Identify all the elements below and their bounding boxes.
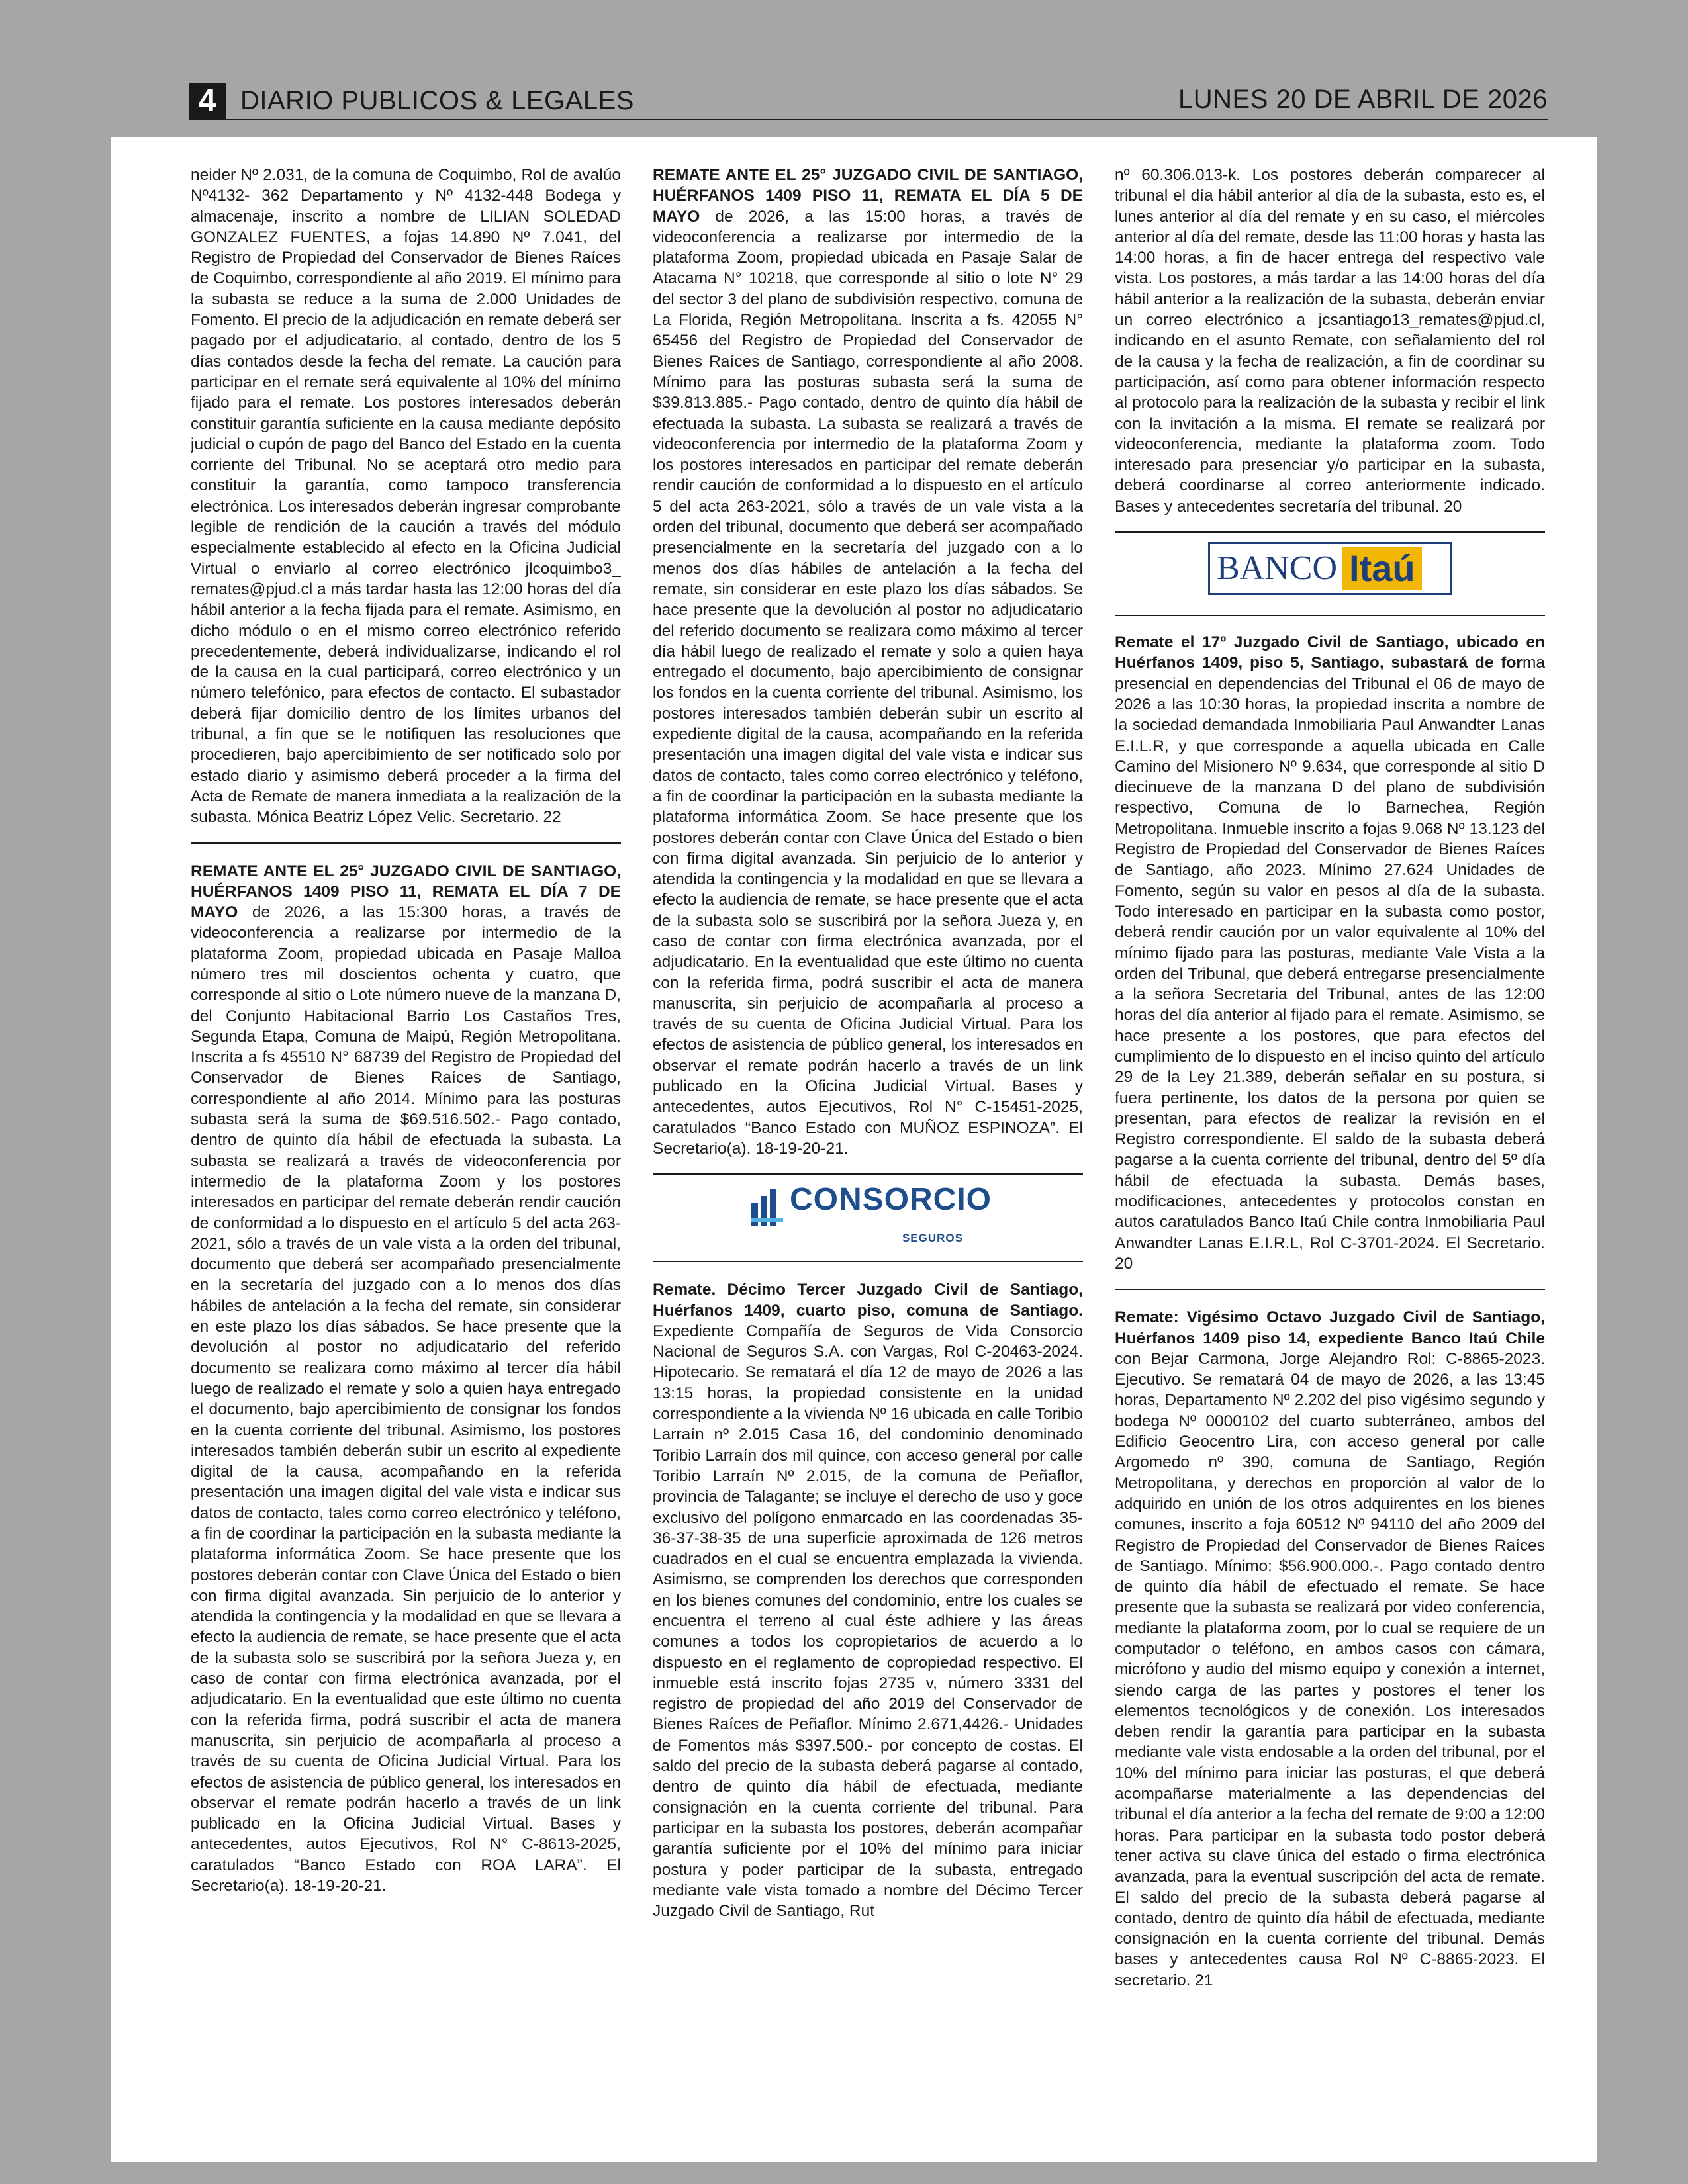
notice-text: ma presencial en dependencias del Tribunal el 06 de mayo de 2026 a las 10:30 horas, la propiedad inscrita a nombre de la sociedad demandada Inmobiliaria Paul Anwandter Lanas E.I.L.R, y que corresponde a aquella ubicada en Calle Camino del Misionero Nº 9.634, que corresponde al sitio D diecinueve de la manzana D del plano de subdivisión respectivo, Comuna de lo Barnechea, Región Metropolitana. Inmueble inscrito a fojas 9.068 Nº 13.123 del Registro de Propiedad del Conservador de Bienes Raíces de Santiago, año 2023. Mínimo 27.624 Unidades de Fomento, según su valor en pesos al día de la subasta. Todo interesado en participar en la subasta como postor, deberá rendir caución por un valor equivalente al 10% del mínimo fijado para las posturas, mediante Vale Vista a la orden del Tribunal, que deberá entregarse presencialmente a la señora Secretaria del Tribunal, antes de las 12:00 horas del día anterior al fijado para el remate. Asimismo, se hace presente a los postores, que para efectos del cumplimiento de lo dispuesto en el inciso quinto del artículo 29 de la Ley 21.389, deberán señalar en su postura, si fuera pertinente, los datos de la persona por quien se presentan, para efectos de realizar la revisión en el Registro correspondiente. El saldo de la subasta deberá pagarse a la cuenta corriente del tribunal, dentro del 5º día hábil de efectuada la subasta. Demás bases, modificaciones, antecedentes y protocolos constan en autos caratulados Banco Itaú Chile contra Inmobiliaria Paul Anwandter Lanas E.I.R.L, Rol C-3701-2024. El Secretario. 20 [1115,654,1545,1273]
logo-banco-text: BANCO [1217,549,1338,588]
issue-date: LUNES 20 DE ABRIL DE 2026 [1178,85,1548,114]
notice-text: de 2026, a las 15:300 horas, a través de videoconferencia a realizarse por intermedio de la plataforma Zoom, propiedad ubicada en Pasaje Malloa número tres mil doscientos ochenta y cuatro, que corresponde al sitio o Lote número nueve de la manzana D, del Conjunto Habitacional Barrio Los Castaños Tres, Segunda Etapa, Comuna de Maipú, Región Metropolitana. Inscrita a fs 45510 N° 68739 del Registro de Propiedad del Conservador de Bienes Raíces de Santiago, correspondiente al año 2014. Mínimo para las posturas subasta será la suma de $69.516.502.- Pago contado, dentro de quinto día hábil de efectuada la subasta. La subasta se realizará a través de videoconferencia por intermedio de la plataforma Zoom y los postores interesados en participar del remate deberán rendir caución de conformidad a lo dispuesto en el artículo 5 del acta 263-2021, sólo a través de un vale vista a la orden del tribunal, documento que deberá ser acompañado presencialmente en la secretaría del juzgado con a lo menos dos días hábiles de antelación a la fecha del remate, sin considerar en este plazo los días sábados. Se hace presente que la devolución al postor no adjudicatario del referido documento se realizara como máximo al tercer día hábil luego de realizado el remate y solo a quien haya entregado el documento, bajo apercibimiento de consignar los fondos en la cuenta corriente del tribunal. Asimismo, los postores interesados también deberán subir un escrito al expediente digital de la causa, acompañando en la referida presentación una imagen digital del vale vista e indicar sus datos de contacto, tales como correo electrónico y teléfono, a fin de coordinar la participación en la subasta mediante la plataforma informática Zoom. Se hace presente que los postores deberán contar con Clave Única del Estado o bien con firma digital avanzada. Sin perjuicio de lo anterior y atendida la contingencia y la modalidad en que se llevara a efecto la audiencia de remate, se hace presente que el acta de la subasta solo se suscribirá por la señora Jueza y, en caso de contar con firma electrónica avanzada, por el adjudicatario. En la eventualidad que este último no cuenta con la referida firma, podrá suscribir el acta de manera manuscrita, sin perjuicio de acompañarla al proceso a través de su cuenta de Oficina Judicial Virtual. Para los efectos de asistencia de público general, los interesados en observar el remate podrán hacerlo a través de un link publicado en la Oficina Judicial Virtual. Bases y antecedentes, autos Ejecutivos, Rol N° C-8613-2025, caratulados “Banco Estado con ROA LARA”. El Secretario(a). 18-19-20-21. [191,903,621,1895]
notice-text: nº 60.306.013-k. Los postores deberán comparecer al tribunal el día hábil anterior al día de la subasta, esto es, el lunes anterior al día del remate y en su caso, el miércoles anterior al día del remate, desde las 11:00 horas y hasta las 14:00 horas, a fin de hacer entrega del respectivo vale vista. Los postores, a más tardar a las 14:00 horas del día hábil anterior a la realización de la subasta, deberán enviar un correo electrónico a jcsantiago13_remates@pjud.cl, indicando en el asunto Remate, con señalamiento del rol de la causa y la fecha de realización, a fin de coordinar su participación, así como para obtener información respecto al protocolo para la realización de la subasta y recibir el link con la invitación a la misma. El remate se realizará por videoconferencia, mediante la plataforma zoom. Todo interesado para presenciar y/o participar en la subasta, deberá coordinarse al correo anteriormente indicado. Bases y antecedentes secretaría del tribunal. 20 [1115,166,1545,516]
logo-itau-text: Itaú [1342,547,1422,590]
consorcio-sub: SEGUROS [902,1232,963,1245]
notice-heading: REMATE ANTE EL 25° JUZGADO CIVIL DE SANTIAGO, HUÉRFANOS 1409 PISO 11, REMATA EL DÍA 7 DE MAYO [191,862,621,922]
consorcio-name: CONSORCIO [790,1182,992,1218]
notice-heading: Remate: Vigésimo Octavo Juzgado Civil de Santiago, Huérfanos 1409 piso 14, expediente Banco Itaú Chile [1115,1308,1545,1347]
notice [191,861,621,1897]
notice [653,165,1083,1159]
consorcio-mark-icon [749,1188,786,1228]
notice [1115,1307,1545,1991]
column-3 [1115,165,1545,2144]
notice-heading: REMATE ANTE EL 25° JUZGADO CIVIL DE SANTIAGO, HUÉRFANOS 1409 PISO 11, REMATA EL DÍA 5 DE MAYO [653,166,1083,226]
divider [1115,615,1545,616]
banco-itau-logo [1208,542,1452,595]
notice [653,1279,1083,1921]
divider [653,1261,1083,1262]
consorcio-logo [749,1182,992,1245]
notice-heading: Remate. Décimo Tercer Juzgado Civil de Santiago, Huérfanos 1409, cuarto piso, comuna de Santiago. [653,1281,1083,1320]
divider [653,1173,1083,1175]
notice-text: Expediente Compañía de Seguros de Vida Consorcio Nacional de Seguros S.A. con Vargas, Rol C-20463-2024. Hipotecario. Se rematará el día 12 de mayo de 2026 a las 13:15 horas, la propiedad consistente en la unidad correspondiente a la vivienda Nº 16 ubicada en calle Toribio Larraín nº 2.015 Casa 16, del condominio denominado Toribio Larraín dos mil quince, con acceso general por calle Toribio Larraín Nº 2.015, de la comuna de Peñaflor, provincia de Talagante; se incluye el derecho de uso y goce exclusivo del polígono enmarcado en las coordenadas 35-36-37-38-35 de una superficie aproximada de 126 metros cuadrados en el cual se encuentra emplazada la vivienda. Asimismo, se comprenden los derechos que corresponden en los bienes comunes del condominio, entre los cuales se encuentra el terreno al cual éste adhiere y las áreas comunes a todos los copropietarios de acuerdo a lo dispuesto en el reglamento de copropiedad respectivo. El inmueble está inscrito fojas 2735 v, número 3331 del registro de propiedad del año 2019 del Conservador de Bienes Raíces de Peñaflor. Mínimo 2.671,4426.- Unidades de Fomentos más $397.500.- por concepto de costas. El saldo del precio de la subasta deberá pagarse al contado, dentro de quinto día hábil de efectuada, mediante consignación en la cuenta corriente del tribunal. Para participar en la subasta los postores, deberán acompañar garantía suficiente por el 10% del mínimo para iniciar postura y poder participar de la subasta, entregado mediante vale vista tomado a nombre del Décimo Tercer Juzgado Civil de Santiago, Rut [653,1322,1083,1921]
page-header [189,79,1548,120]
notice-text: con Bejar Carmona, Jorge Alejandro Rol: C-8865-2023. Ejecutivo. Se rematará 04 de mayo de 2026, a las 13:45 horas, Departamento Nº 2.202 del piso vigésimo segundo y bodega Nº 0000102 del cuarto subterráneo, ambos del Edificio Geocentro Lira, con acceso general por calle Argomedo nº 390, comuna de Santiago, Región Metropolitana, y derechos en proporción al valor de lo adquirido en unión de los otros adquirentes en los bienes comunes, inscrito a foja 60512 Nº 94110 del año 2009 del Registro de Propiedad del Conservador de Bienes Raíces de Santiago. Mínimo: $56.900.000.-. Pago contado dentro de quinto día hábil de efectuado el remate. Se hace presente que la subasta se realizará por video conferencia, mediante la plataforma zoom, por lo cual se requiere de un computador o teléfono, en ambos casos con cámara, micrófono y audio del mismo equipo y conexión a internet, siendo carga de las partes y postores el tener los elementos tecnológicos y de conexión. Los interesados deben rendir la garantía para participar en la subasta mediante vale vista endosable a la orden del tribunal, por el 10% del mínimo para iniciar las posturas, el que deberá acompañarse materialmente a las dependencias del tribunal el día anterior a la fecha del remate de 9:00 a 12:00 horas. Para participar en la subasta todo postor deberá tener activa su clave única del estado o firma electrónica avanzada, para la eventual suscripción del acta de remate. El saldo del precio de la subasta deberá pagarse al contado, dentro de quinto día hábil de efectuada, mediante consignación en la cuenta corriente del tribunal. Demás bases y antecedentes causa Rol Nº C-8865-2023. El secretario. 21 [1115,1349,1545,1989]
divider [1115,531,1545,533]
notice-heading: Remate el 17º Juzgado Civil de Santiago, ubicado en Huérfanos 1409, piso 5, Santiago, subastará de for [1115,633,1545,672]
column-2 [653,165,1083,2144]
notice [1115,632,1545,1274]
page-number: 4 [189,83,226,119]
notice-text: de 2026, a las 15:00 horas, a través de videoconferencia a realizarse por intermedio de la plataforma Zoom, propiedad ubicada en Pasaje Salar de Atacama N° 10218, que corresponde al sitio o lote N° 29 del sector 3 del plano de subdivisión respectivo, comuna de La Florida, Región Metropolitana. Inscrita a fs. 42055 N° 65456 del Registro de Propiedad del Conservador de Bienes Raíces de Santiago, correspondiente al año 2008. Mínimo para las posturas subasta será la suma de $39.813.885.- Pago contado, dentro de quinto día hábil de efectuada la subasta. La subasta se realizará a través de videoconferencia por intermedio de la plataforma Zoom y los postores interesados en participar del remate deberán rendir caución de conformidad a lo dispuesto en el artículo 5 del acta 263-2021, sólo a través de un vale vista a la orden del tribunal, documento que deberá ser acompañado presencialmente en la secretaría del juzgado con a lo menos dos días hábiles de antelación a la fecha del remate, sin considerar en este plazo los días sábados. Se hace presente que la devolución al postor no adjudicatario del referido documento se realizara como máximo al tercer día hábil luego de realizado el remate y solo a quien haya entregado el documento, bajo apercibimiento de consignar los fondos en la cuenta corriente del tribunal. Asimismo, los postores interesados también deberán subir un escrito al expediente digital de la causa, acompañando en la referida presentación una imagen digital del vale vista e indicar sus datos de contacto, tales como correo electrónico y teléfono, a fin de coordinar la participación en la subasta mediante la plataforma informática Zoom. Se hace presente que los postores deberán contar con Clave Única del Estado o bien con firma digital avanzada. Sin perjuicio de lo anterior y atendida la contingencia y la modalidad en que se llevara a efecto la audiencia de remate, se hace presente que el acta de la subasta solo se suscribirá por la señora Jueza y, en caso de contar con firma electrónica avanzada, por el adjudicatario. En la eventualidad que este último no cuenta con la referida firma, podrá suscribir el acta de manera manuscrita, sin perjuicio de acompañarla al proceso a través de su cuenta de Oficina Judicial Virtual. Para los efectos de asistencia de público general, los interesados en observar el remate podrán hacerlo a través de un link publicado en la Oficina Judicial Virtual. Bases y antecedentes, autos Ejecutivos, Rol N° C-15451-2025, caratulados “Banco Estado con MUÑOZ ESPINOZA”. El Secretario(a). 18-19-20-21. [653,207,1083,1158]
publication-title: DIARIO PUBLICOS & LEGALES [240,86,634,115]
notice-text: neider Nº 2.031, de la comuna de Coquimbo, Rol de avalúo Nº4132- 362 Departamento y Nº 4132-448 Bodega y almacenaje, inscrito a nombre de LILIAN SOLEDAD GONZALEZ FUENTES, a fojas 14.890 Nº 7.041, del Registro de Propiedad del Conservador de Bienes Raíces de Coquimbo, correspondiente al año 2019. El mínimo para la subasta se reduce a la suma de 2.000 Unidades de Fomento. El precio de la adjudicación en remate deberá ser pagado por el adjudicatario, al contado, dentro de los 5 días contados desde la fecha del remate. La caución para participar en el remate será equivalente al 10% del mínimo fijado para el remate. Los postores interesados deberán constituir garantía suficiente en la causa mediante depósito judicial o cupón de pago del Banco del Estado en la cuenta corriente del Tribunal. No se aceptará otro medio para constituir la garantía, como tampoco transferencia electrónica. Los interesados deberán ingresar comprobante legible de rendición de la caución a través del módulo especialmente establecido al efecto en la Oficina Judicial Virtual o enviarlo al correo electrónico jlcoquimbo3_ remates@pjud.cl a más tardar hasta las 12:00 horas del día hábil anterior a la fecha fijada para el remate. Asimismo, en dicho módulo o en el mismo correo electrónico referido precedentemente, deberá individualizarse, indicando el rol de la causa en la cual participará, correo electrónico y un número telefónico, para efectos de contacto. El subastador deberá fijar domicilio dentro de los límites urbanos del tribunal, a fin que se le notifiquen las resoluciones que procedieren, bajo apercibimiento de ser notificado solo por estado diario y asimismo deberá proceder a la firma del Acta de Remate de manera inmediata a la realización de la subasta. Mónica Beatriz López Velic. Secretario. 22 [191,166,621,827]
divider [191,842,621,844]
newspaper-page [111,137,1597,2162]
divider [1115,1289,1545,1290]
column-1 [191,165,621,2144]
